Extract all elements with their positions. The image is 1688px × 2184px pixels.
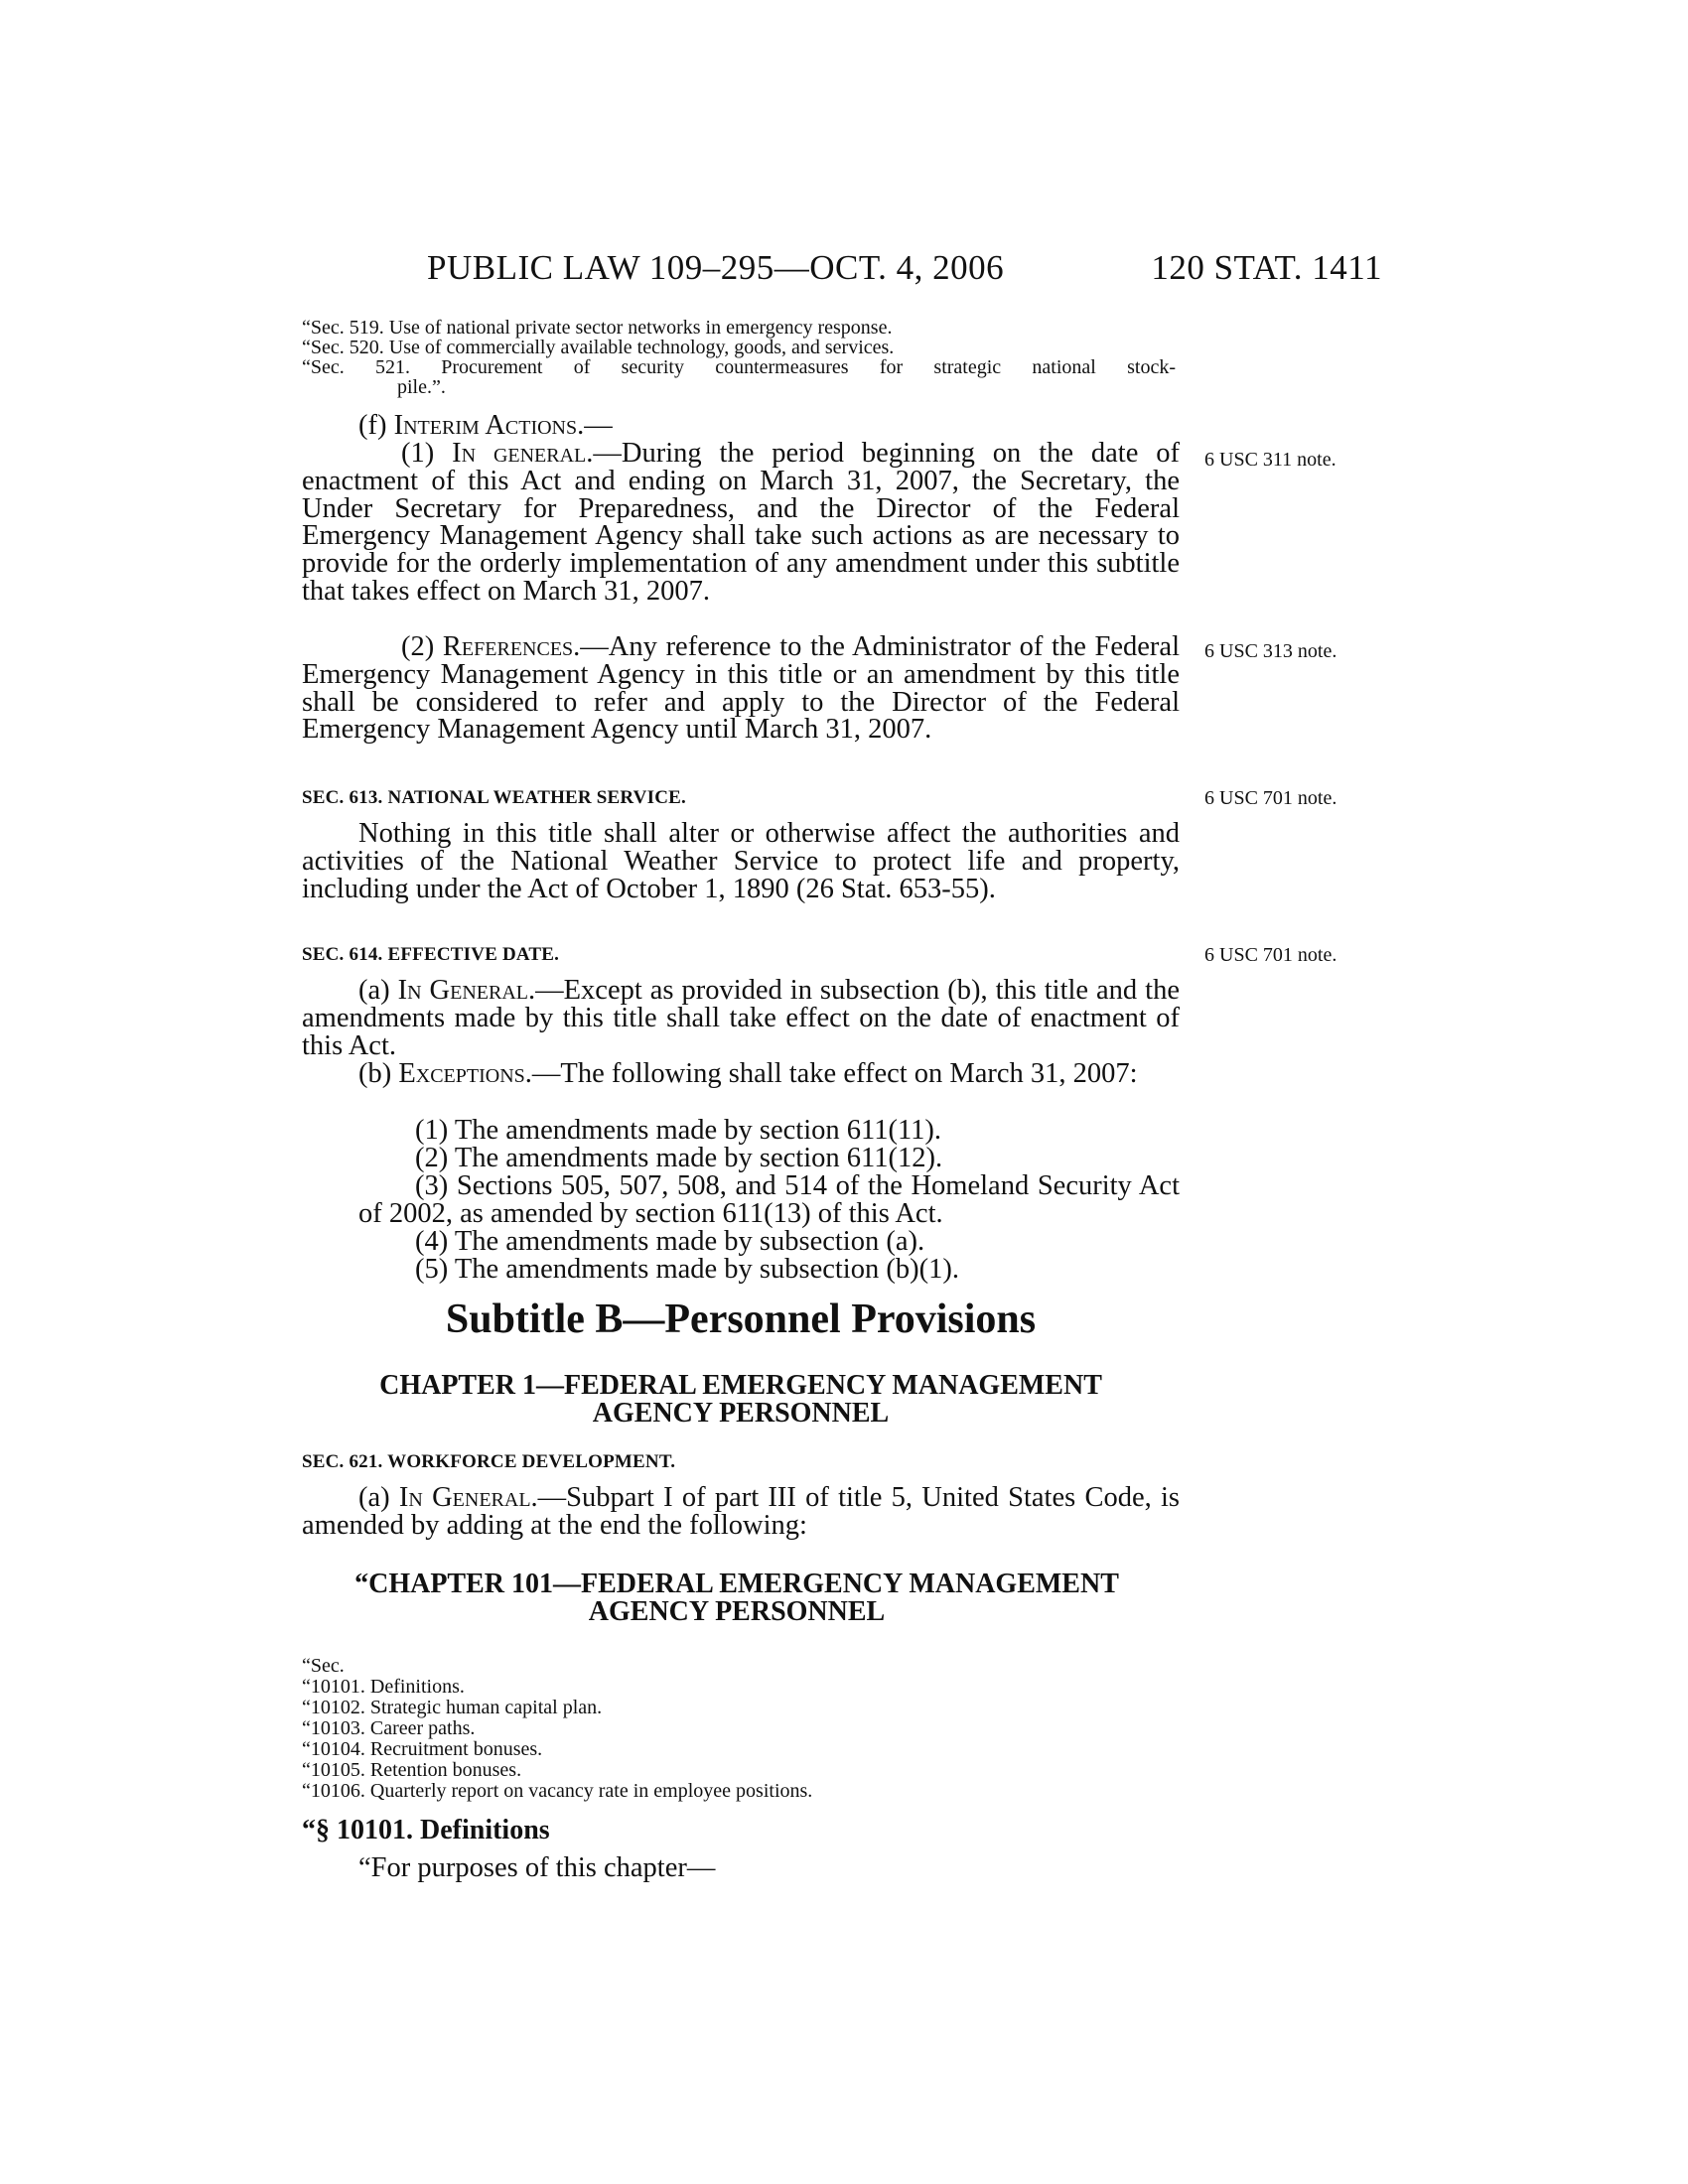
list-item: (4) The amendments made by subsection (a). — [415, 1226, 925, 1257]
section-621-subsection-a: (a) In General.—Subpart I of part III of title 5, United States Code, is amended by adding at the end the following: — [302, 1482, 1180, 1541]
section-heading: SEC. 614. EFFECTIVE DATE. — [302, 944, 560, 965]
chapter-heading — [298, 1570, 1176, 1626]
chapter-heading-line: AGENCY PERSONNEL — [592, 1398, 890, 1429]
list-item: (1) The amendments made by section 611(11). — [415, 1115, 942, 1146]
interim-paragraph-1: (1) In general.—During the period beginning on the date of enactment of this Act and ending on March 31, 2007, the Secretary, the Under Secretary for Preparedness, and the Director of the Federal Emergency Management Agency shall take such actions as are necessary to provide for the orderly implementation of any amendment under this subtitle that takes effect on March 31, 2007. — [302, 438, 1180, 607]
margin-note: 6 USC 701 note. — [1204, 787, 1337, 809]
interim-paragraph-2: (2) References.—Any reference to the Administrator of the Federal Emergency Management Agency in this title or an amendment by this title shall be considered to refer and apply to the Director of the Federal Emergency Management Agency until March 31, 2007. — [302, 631, 1180, 746]
toc-line: “10105. Retention bonuses. — [302, 1759, 522, 1781]
toc-line: “10106. Quarterly report on vacancy rate in employee positions. — [302, 1780, 813, 1802]
chapter-heading — [302, 1372, 1180, 1428]
page-header — [298, 248, 1382, 298]
section-heading: SEC. 621. WORKFORCE DEVELOPMENT. — [302, 1451, 676, 1472]
interim-actions-heading: (f) Interim Actions.— — [358, 410, 613, 441]
list-item: (5) The amendments made by subsection (b)(1). — [415, 1254, 959, 1285]
list-item: (2) The amendments made by section 611(12). — [415, 1143, 943, 1173]
toc-line: “Sec. 521. Procurement of security countermeasures for strategic national stock- — [302, 356, 1176, 378]
toc-line: “10104. Recruitment bonuses. — [302, 1738, 543, 1760]
subtitle-heading: Subtitle B—Personnel Provisions — [445, 1297, 1037, 1342]
margin-note: 6 USC 701 note. — [1204, 944, 1337, 966]
header-stat-citation: 120 STAT. 1411 — [1151, 248, 1382, 287]
section-heading: SEC. 613. NATIONAL WEATHER SERVICE. — [302, 787, 686, 808]
definitions-heading: “§ 10101. Definitions — [302, 1815, 550, 1845]
definitions-intro: “For purposes of this chapter— — [358, 1852, 716, 1883]
toc-line: “10103. Career paths. — [302, 1717, 476, 1739]
toc-line: “Sec. 520. Use of commercially available technology, goods, and services. — [302, 337, 895, 358]
chapter-heading-line: CHAPTER 1—FEDERAL EMERGENCY MANAGEMENT — [379, 1370, 1102, 1401]
section-614-subsection-b: (b) Exceptions.—The following shall take effect on March 31, 2007: — [358, 1058, 1138, 1089]
margin-note: 6 USC 311 note. — [1204, 449, 1336, 471]
margin-note: 6 USC 313 note. — [1204, 640, 1337, 662]
section-614-subsection-a: (a) In General.—Except as provided in subsection (b), this title and the amendments made by this title shall take effect on the date of enactment of this Act. — [302, 975, 1180, 1061]
chapter-heading-line: AGENCY PERSONNEL — [588, 1596, 886, 1627]
toc-line: “Sec. — [302, 1655, 345, 1677]
header-title: PUBLIC LAW 109–295—OCT. 4, 2006 — [427, 248, 1005, 287]
toc-line: “10101. Definitions. — [302, 1676, 465, 1698]
toc-line-continuation: pile.”. — [397, 376, 446, 398]
list-item: (3) Sections 505, 507, 508, and 514 of the Homeland Security Act of 2002, as amended by section 611(13) of this Act. — [358, 1170, 1180, 1229]
toc-line: “10102. Strategic human capital plan. — [302, 1697, 603, 1718]
chapter-heading-line: “CHAPTER 101—FEDERAL EMERGENCY MANAGEMENT — [354, 1569, 1119, 1599]
toc-line: “Sec. 519. Use of national private sector networks in emergency response. — [302, 317, 893, 339]
section-613-text: Nothing in this title shall alter or otherwise affect the authorities and activities of the National Weather Service to protect life and property, including under the Act of October 1, 1890 (26 Stat. 653-55). — [302, 818, 1180, 904]
